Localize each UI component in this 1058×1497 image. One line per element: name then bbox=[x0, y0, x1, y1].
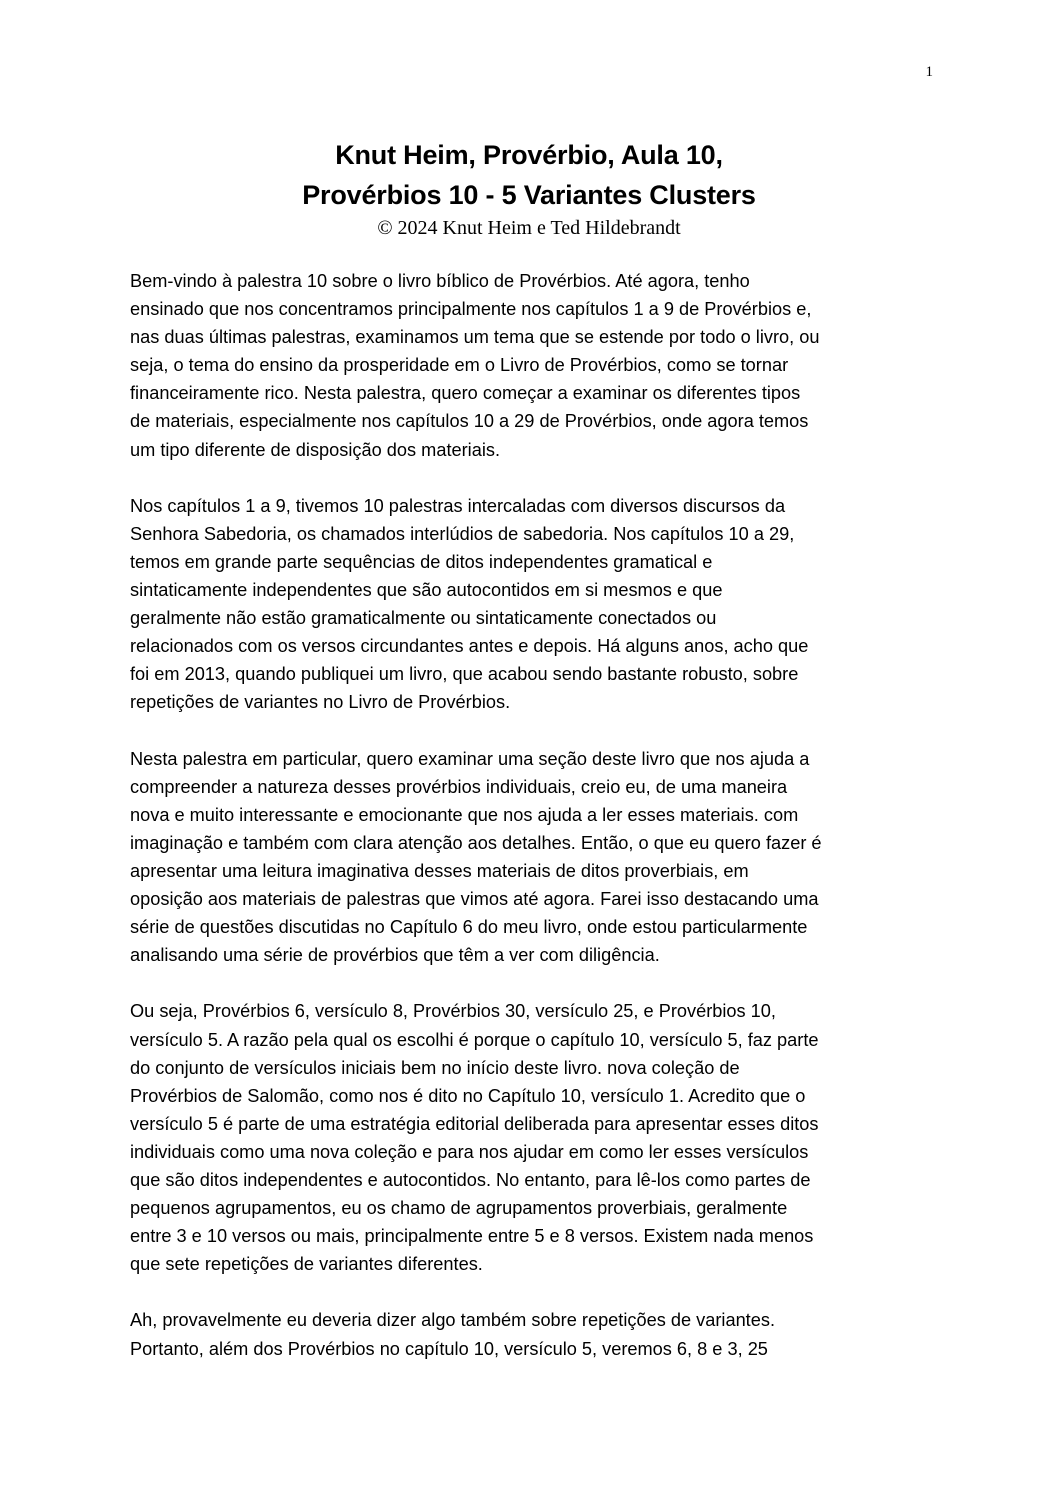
text-line: compreender a natureza desses provérbios individuais, creio eu, de uma maneira bbox=[130, 776, 788, 797]
text-line: nas duas últimas palestras, examinamos um tema que se estende por todo o livro, ou bbox=[130, 327, 820, 348]
text-line: do conjunto de versículos iniciais bem no início deste livro. nova coleção de bbox=[130, 1057, 740, 1078]
document-header bbox=[0, 135, 1058, 241]
text-line: imaginação e também com clara atenção aos detalhes. Então, o que eu quero fazer é bbox=[130, 832, 822, 853]
text-line: sintaticamente independentes que são autocontidos em si mesmos e que bbox=[130, 580, 723, 601]
text-line: individuais como uma nova coleção e para nos ajudar em como ler esses versículos bbox=[130, 1141, 809, 1162]
text-line: Nos capítulos 1 a 9, tivemos 10 palestras intercaladas com diversos discursos da bbox=[130, 495, 786, 516]
text-line: entre 3 e 10 versos ou mais, principalmente entre 5 e 8 versos. Existem nada menos bbox=[130, 1226, 814, 1247]
text-line: relacionados com os versos circundantes antes e depois. Há alguns anos, acho que bbox=[130, 636, 809, 657]
paragraph bbox=[130, 267, 940, 464]
paragraph bbox=[130, 492, 940, 717]
text-line: foi em 2013, quando publiquei um livro, que acabou sendo bastante robusto, sobre bbox=[130, 664, 799, 685]
text-line: de materiais, especialmente nos capítulos 10 a 29 de Provérbios, onde agora temos bbox=[130, 411, 809, 432]
text-line: oposição aos materiais de palestras que vimos até agora. Farei isso destacando uma bbox=[130, 889, 819, 910]
text-line: versículo 5 é parte de uma estratégia editorial deliberada para apresentar esses ditos bbox=[130, 1113, 819, 1134]
text-line: ensinado que nos concentramos principalmente nos capítulos 1 a 9 de Provérbios e, bbox=[130, 299, 812, 320]
text-line: série de questões discutidas no Capítulo 6 do meu livro, onde estou particularmente bbox=[130, 917, 808, 938]
text-line: seja, o tema do ensino da prosperidade em o Livro de Provérbios, como se tornar bbox=[130, 355, 789, 376]
text-line: Senhora Sabedoria, os chamados interlúdios de sabedoria. Nos capítulos 10 a 29, bbox=[130, 523, 795, 544]
title-line-1: Knut Heim, Provérbio, Aula 10, bbox=[335, 140, 723, 170]
paragraph bbox=[130, 745, 940, 970]
document-body bbox=[130, 267, 940, 1391]
text-line: temos em grande parte sequências de ditos independentes gramatical e bbox=[130, 551, 713, 572]
text-line: apresentar uma leitura imaginativa desses materiais de ditos proverbiais, em bbox=[130, 860, 749, 881]
text-line: Nesta palestra em particular, quero examinar uma seção deste livro que nos ajuda a bbox=[130, 748, 810, 769]
text-line: Ah, provavelmente eu deveria dizer algo também sobre repetições de variantes. bbox=[130, 1310, 775, 1331]
title-line-2: Provérbios 10 - 5 Variantes Clusters bbox=[302, 180, 756, 210]
copyright-notice: © 2024 Knut Heim e Ted Hildebrandt bbox=[377, 217, 681, 239]
text-line: financeiramente rico. Nesta palestra, quero começar a examinar os diferentes tipos bbox=[130, 383, 801, 404]
text-line: Bem-vindo à palestra 10 sobre o livro bíblico de Provérbios. Até agora, tenho bbox=[130, 271, 750, 291]
text-line: Portanto, além dos Provérbios no capítulo 10, versículo 5, veremos 6, 8 e 3, 25 bbox=[130, 1338, 768, 1359]
text-line: geralmente não estão gramaticalmente ou sintaticamente conectados ou bbox=[130, 608, 717, 629]
text-line: versículo 5. A razão pela qual os escolhi é porque o capítulo 10, versículo 5, faz parte bbox=[130, 1029, 819, 1050]
text-line: pequenos agrupamentos, eu os chamo de agrupamentos proverbiais, geralmente bbox=[130, 1198, 788, 1219]
paragraph bbox=[130, 1306, 940, 1362]
text-line: que sete repetições de variantes diferentes. bbox=[130, 1254, 483, 1275]
text-line: nova e muito interessante e emocionante que nos ajuda a ler esses materiais. com bbox=[130, 804, 799, 825]
text-line: Ou seja, Provérbios 6, versículo 8, Provérbios 30, versículo 25, e Provérbios 10, bbox=[130, 1001, 776, 1022]
text-line: um tipo diferente de disposição dos materiais. bbox=[130, 439, 501, 460]
text-line: que são ditos independentes e autocontidos. No entanto, para lê-los como partes de bbox=[130, 1170, 811, 1190]
text-line: repetições de variantes no Livro de Provérbios. bbox=[130, 692, 511, 713]
paragraph bbox=[130, 997, 940, 1278]
page-number: 1 bbox=[925, 64, 933, 80]
text-line: Provérbios de Salomão, como nos é dito no Capítulo 10, versículo 1. Acredito que o bbox=[130, 1085, 806, 1106]
text-line: analisando uma série de provérbios que têm a ver com diligência. bbox=[130, 945, 660, 966]
